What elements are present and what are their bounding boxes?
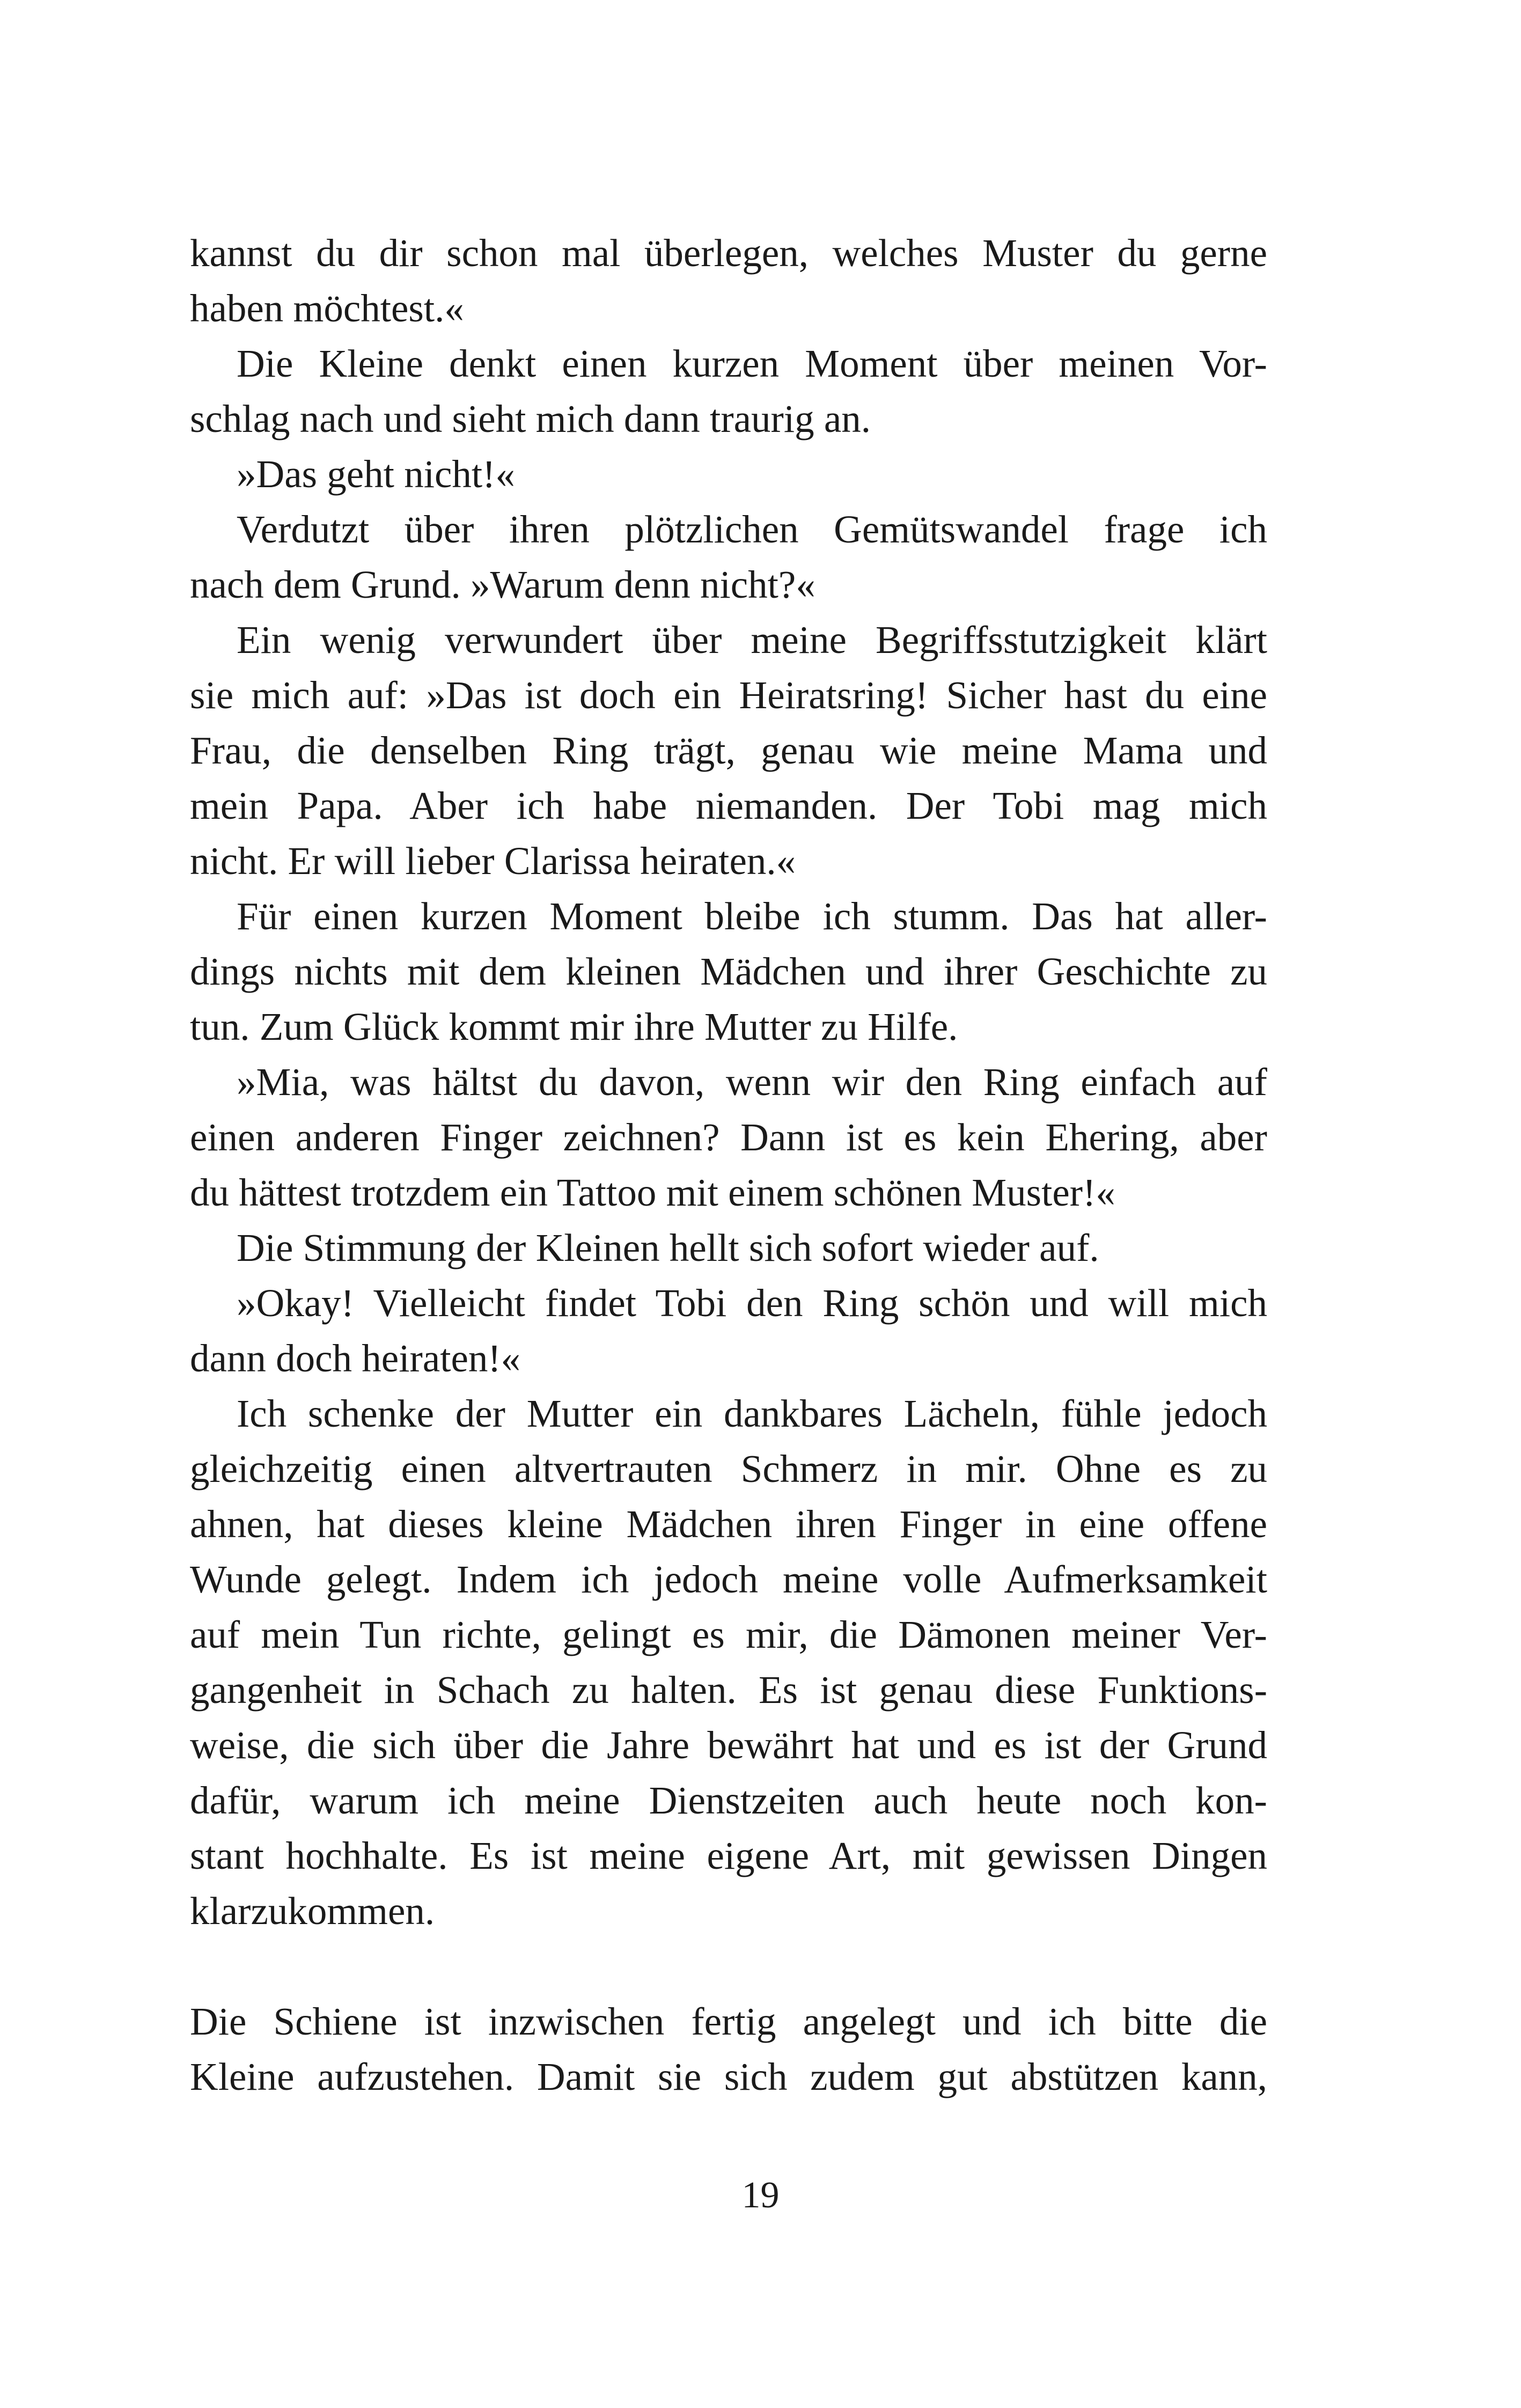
text-line: »Okay! Vielleicht findet Tobi den Ring schön und will mich	[237, 1281, 1267, 1325]
text-line: einen anderen Finger zeichnen? Dann ist es kein Ehering, aber	[190, 1115, 1267, 1159]
text-line: Für einen kurzen Moment bleibe ich stumm. Das hat aller-	[237, 894, 1267, 938]
text-line: gleichzeitig einen altvertrauten Schmerz in mir. Ohne es zu	[190, 1447, 1267, 1491]
text-line: sie mich auf: »Das ist doch ein Heiratsring! Sicher hast du eine	[190, 673, 1267, 717]
text-line: ahnen, hat dieses kleine Mädchen ihren Finger in eine offene	[190, 1502, 1267, 1546]
text-line: Verdutzt über ihren plötzlichen Gemütswandel frage ich	[237, 508, 1267, 551]
paragraph	[190, 1386, 1267, 1939]
text-line: Wunde gelegt. Indem ich jedoch meine volle Aufmerksamkeit	[190, 1558, 1267, 1601]
text-line: weise, die sich über die Jahre bewährt hat und es ist der Grund	[190, 1723, 1267, 1767]
text-line: dings nichts mit dem kleinen Mädchen und ihrer Geschichte zu	[190, 950, 1267, 993]
paragraph	[190, 446, 1267, 502]
page-number: 19	[741, 2175, 780, 2216]
text-line: »Das geht nicht!«	[237, 452, 515, 496]
text-line: nach dem Grund. »Warum denn nicht?«	[190, 563, 815, 606]
paragraph	[190, 225, 1267, 336]
text-line: auf mein Tun richte, gelingt es mir, die Dämonen meiner Ver-	[190, 1613, 1267, 1656]
text-line: Frau, die denselben Ring trägt, genau wie meine Mama und	[190, 729, 1267, 772]
text-line: gangenheit in Schach zu halten. Es ist genau diese Funktions-	[190, 1668, 1267, 1712]
text-line: schlag nach und sieht mich dann traurig an.	[190, 397, 871, 441]
paragraph	[190, 612, 1267, 889]
text-line: mein Papa. Aber ich habe niemanden. Der Tobi mag mich	[190, 784, 1267, 827]
paragraph	[190, 1994, 1267, 2104]
text-line: dafür, warum ich meine Dienstzeiten auch heute noch kon-	[190, 1779, 1267, 1822]
paragraph	[190, 1220, 1267, 1275]
text-line: Die Stimmung der Kleinen hellt sich sofort wieder auf.	[237, 1226, 1099, 1269]
text-line: tun. Zum Glück kommt mir ihre Mutter zu Hilfe.	[190, 1005, 958, 1048]
section-break	[190, 1939, 1267, 1994]
paragraph	[190, 336, 1267, 446]
text-line: klarzukommen.	[190, 1889, 435, 1933]
text-line: Ich schenke der Mutter ein dankbares Lächeln, fühle jedoch	[237, 1392, 1267, 1435]
text-line: Die Schiene ist inzwischen fertig angelegt und ich bitte die	[190, 2000, 1267, 2043]
text-line: nicht. Er will lieber Clarissa heiraten.«	[190, 839, 796, 883]
text-line: kannst du dir schon mal überlegen, welches Muster du gerne	[190, 231, 1267, 275]
text-line: Kleine aufzustehen. Damit sie sich zudem gut abstützen kann,	[190, 2055, 1267, 2098]
text-line: »Mia, was hältst du davon, wenn wir den Ring einfach auf	[237, 1060, 1267, 1104]
paragraph	[190, 1054, 1267, 1220]
paragraph	[190, 502, 1267, 612]
text-line: haben möchtest.«	[190, 287, 464, 330]
paragraph	[190, 1275, 1267, 1386]
paragraph	[190, 889, 1267, 1054]
text-line: dann doch heiraten!«	[190, 1337, 521, 1380]
text-line: du hättest trotzdem ein Tattoo mit einem schönen Muster!«	[190, 1171, 1115, 1214]
text-line: stant hochhalte. Es ist meine eigene Art, mit gewissen Dingen	[190, 1834, 1267, 1877]
page-body	[190, 225, 1267, 2104]
text-line: Ein wenig verwundert über meine Begriffsstutzigkeit klärt	[237, 618, 1267, 662]
text-line: Die Kleine denkt einen kurzen Moment über meinen Vor-	[237, 342, 1267, 385]
